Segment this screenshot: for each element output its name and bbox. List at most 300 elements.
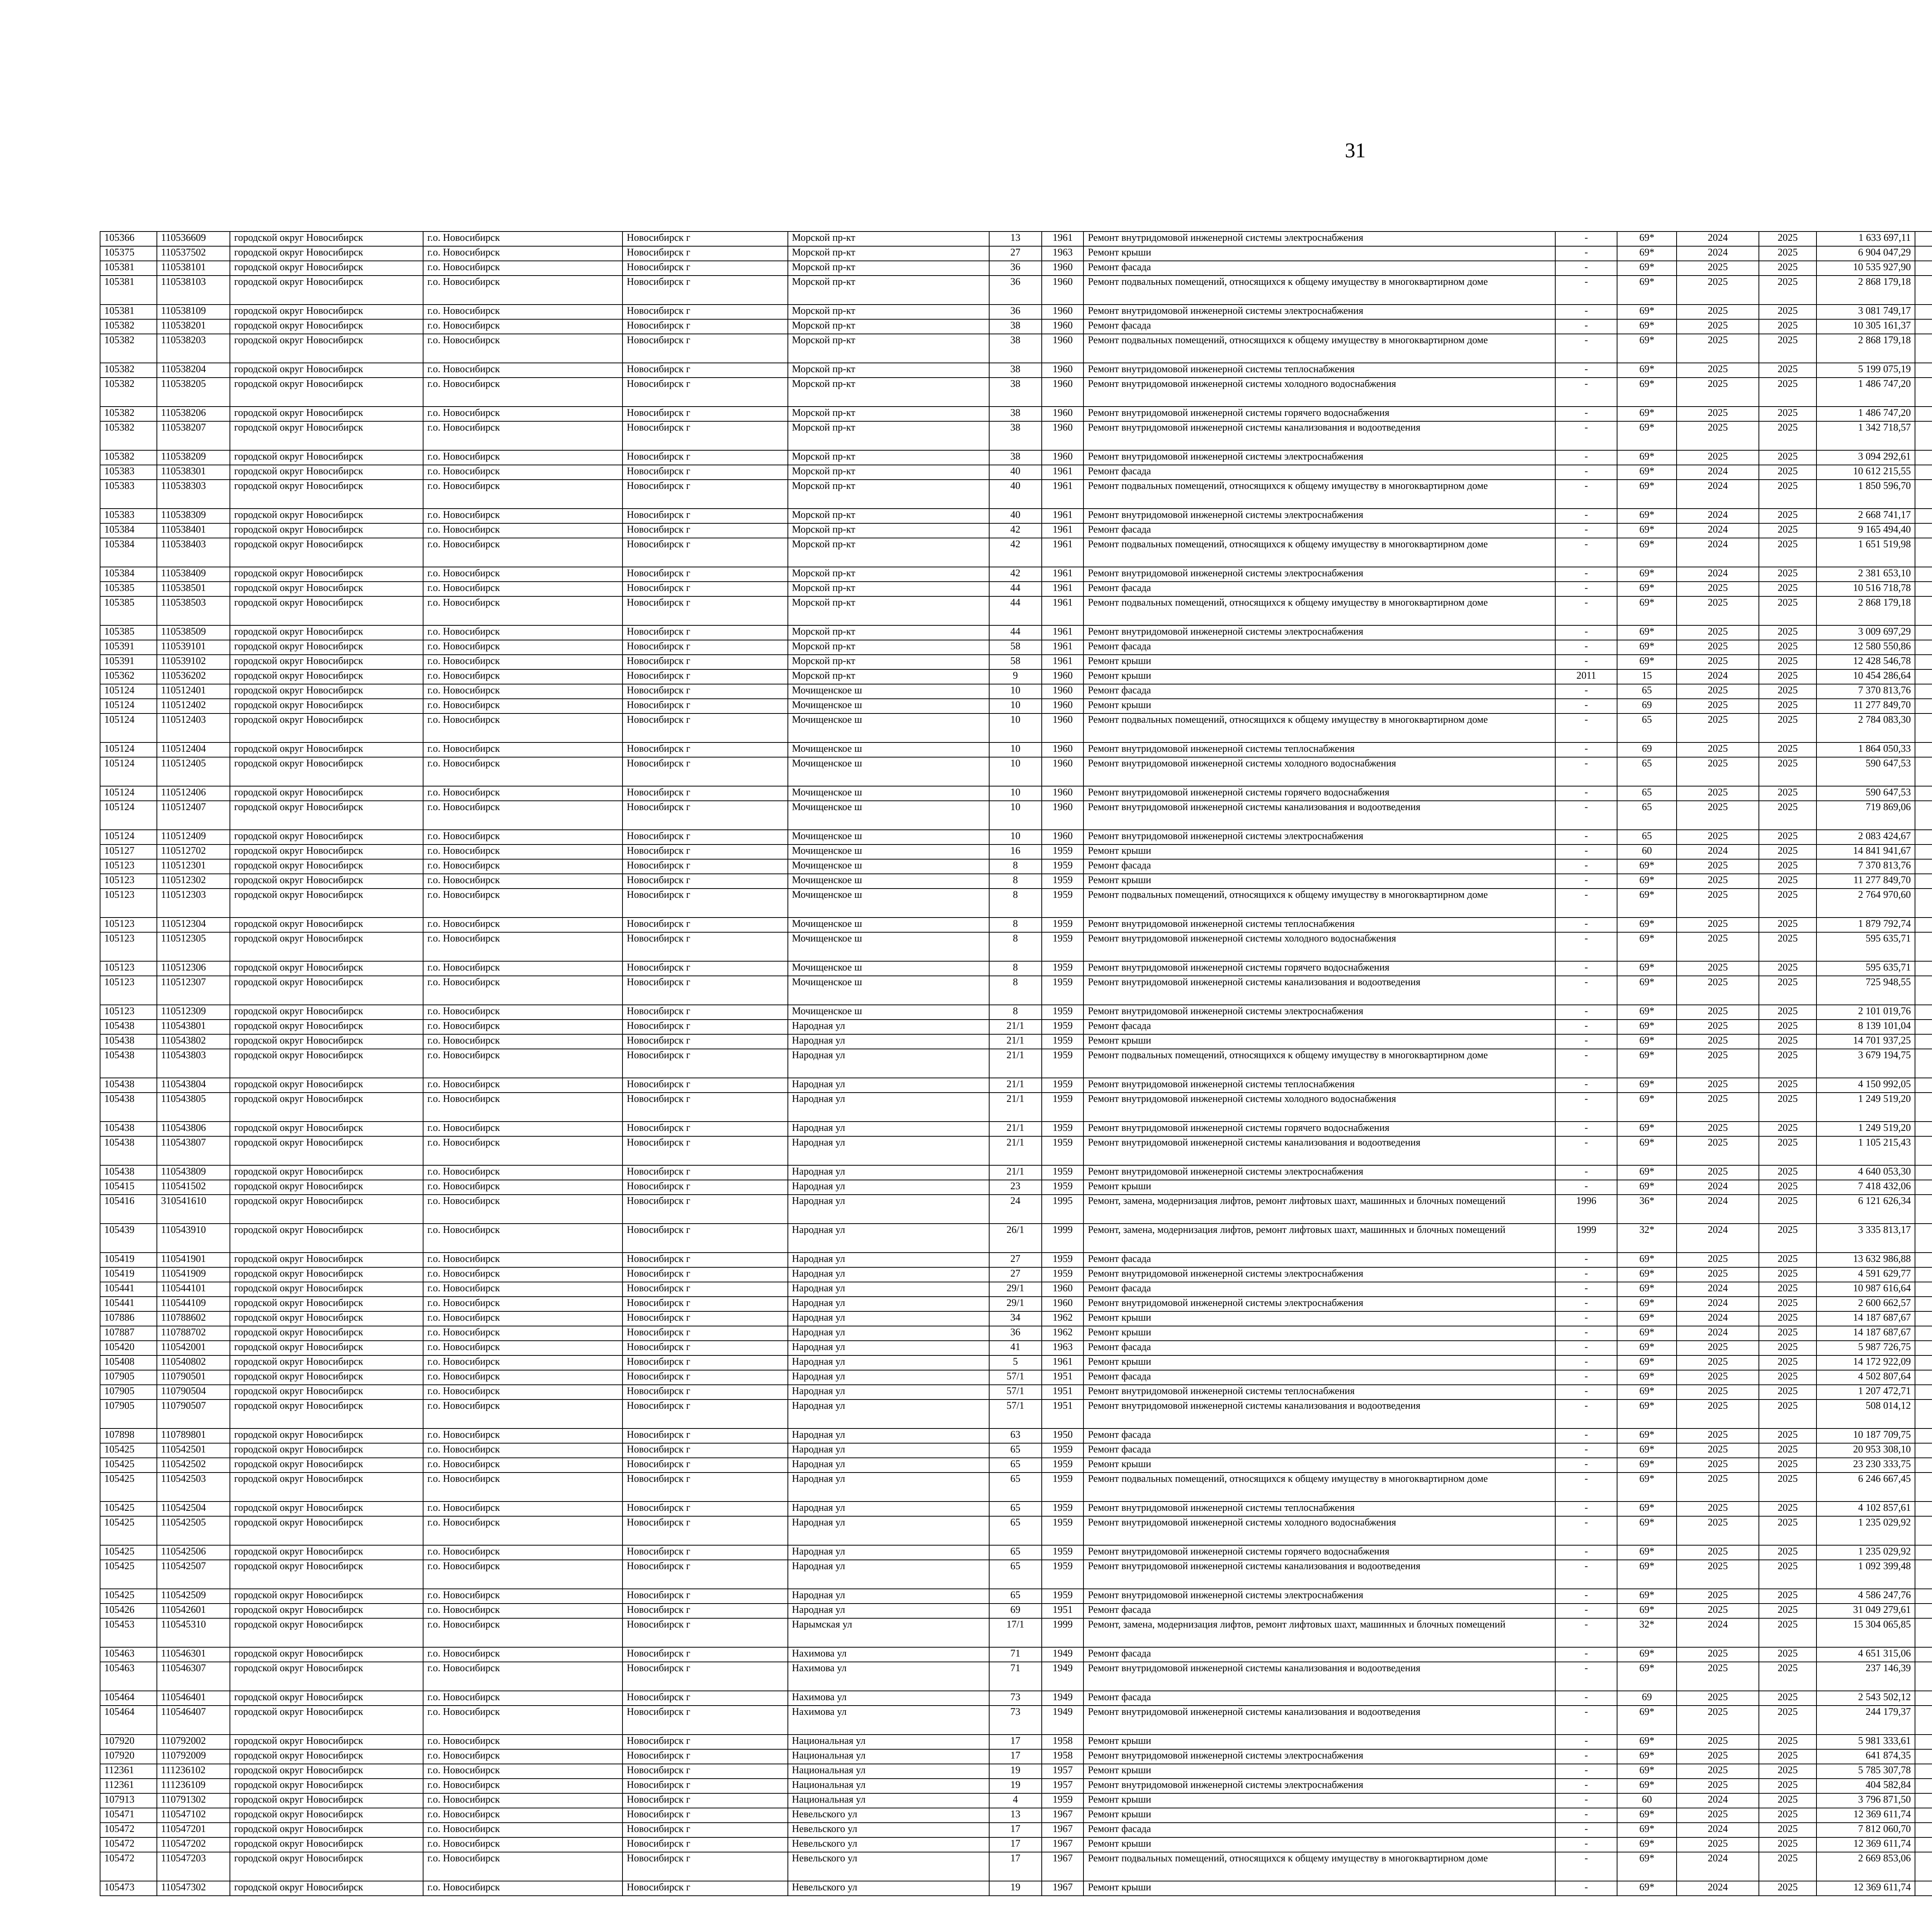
- cell-house-id: 105425: [100, 1443, 157, 1458]
- cell-work-type: Ремонт фасада: [1083, 1341, 1555, 1355]
- cell-plan-year-start: 2025: [1677, 1837, 1759, 1852]
- cell-last-repair-year: -: [1555, 655, 1617, 669]
- cell-street: Народная ул: [788, 1560, 989, 1589]
- cell-construction-year: 1960: [1042, 421, 1083, 450]
- cell-total-cost: 2 381 653,10: [1816, 567, 1915, 582]
- cell-street: Морской пр-кт: [788, 421, 989, 450]
- cell-cost-regional-fund: [1915, 1618, 1932, 1647]
- cell-house-number: 17/1: [989, 1618, 1042, 1647]
- cell-municipal-district: городской округ Новосибирск: [230, 1180, 423, 1195]
- cell-house-number: 38: [989, 421, 1042, 450]
- cell-plan-year-start: 2025: [1677, 655, 1759, 669]
- cell-municipal-district: городской округ Новосибирск: [230, 1005, 423, 1020]
- table-row: [100, 699, 1932, 713]
- cell-work-type: Ремонт внутридомовой инженерной системы теплоснабжения: [1083, 1385, 1555, 1399]
- cell-street: Морской пр-кт: [788, 407, 989, 421]
- cell-wear-percent: 69: [1617, 742, 1677, 757]
- cell-plan-year-start: 2025: [1677, 1122, 1759, 1136]
- cell-total-cost: 1 235 029,92: [1816, 1545, 1915, 1560]
- cell-work-id: 110543805: [157, 1093, 230, 1122]
- cell-plan-year-start: 2025: [1677, 1049, 1759, 1078]
- cell-cost-regional-fund: [1915, 1326, 1932, 1341]
- cell-construction-year: 1960: [1042, 801, 1083, 830]
- cell-plan-year-end: 2025: [1759, 1341, 1816, 1355]
- cell-work-type: Ремонт внутридомовой инженерной системы теплоснабжения: [1083, 918, 1555, 932]
- cell-plan-year-start: 2024: [1677, 538, 1759, 567]
- cell-total-cost: 1 864 050,33: [1816, 742, 1915, 757]
- cell-last-repair-year: -: [1555, 801, 1617, 830]
- cell-street: Народная ул: [788, 1385, 989, 1399]
- cell-work-type: Ремонт внутридомовой инженерной системы холодного водоснабжения: [1083, 757, 1555, 786]
- cell-locality: Новосибирск г: [622, 421, 788, 450]
- cell-house-id: 107905: [100, 1399, 157, 1428]
- cell-wear-percent: 69*: [1617, 1473, 1677, 1502]
- cell-work-id: 110538204: [157, 363, 230, 378]
- cell-wear-percent: 69*: [1617, 1735, 1677, 1749]
- cell-cost-regional-fund: [1915, 786, 1932, 801]
- cell-wear-percent: 69*: [1617, 1122, 1677, 1136]
- cell-house-number: 27: [989, 1267, 1042, 1282]
- cell-plan-year-end: 2025: [1759, 1005, 1816, 1020]
- cell-house-id: 105438: [100, 1078, 157, 1093]
- cell-house-number: 19: [989, 1779, 1042, 1793]
- cell-street: Мочищенское ш: [788, 976, 989, 1005]
- cell-work-id: 110512307: [157, 976, 230, 1005]
- cell-locality: Новосибирск г: [622, 582, 788, 596]
- cell-last-repair-year: -: [1555, 1385, 1617, 1399]
- cell-construction-year: 1961: [1042, 523, 1083, 538]
- cell-street: Национальная ул: [788, 1735, 989, 1749]
- cell-total-cost: 1 633 697,11: [1816, 232, 1915, 246]
- cell-wear-percent: 69*: [1617, 450, 1677, 465]
- table-row: [100, 874, 1932, 889]
- cell-locality: Новосибирск г: [622, 1180, 788, 1195]
- cell-locality: Новосибирск г: [622, 480, 788, 509]
- cell-work-id: 110544101: [157, 1282, 230, 1297]
- cell-plan-year-start: 2024: [1677, 1793, 1759, 1808]
- cell-cost-regional-fund: [1915, 1049, 1932, 1078]
- cell-work-id: 110512401: [157, 684, 230, 699]
- cell-construction-year: 1959: [1042, 976, 1083, 1005]
- cell-cost-regional-fund: [1915, 976, 1932, 1005]
- cell-house-number: 10: [989, 801, 1042, 830]
- cell-house-number: 23: [989, 1180, 1042, 1195]
- cell-street: Морской пр-кт: [788, 319, 989, 334]
- cell-street: Мочищенское ш: [788, 859, 989, 874]
- cell-last-repair-year: -: [1555, 232, 1617, 246]
- cell-plan-year-end: 2025: [1759, 699, 1816, 713]
- cell-settlement: г.о. Новосибирск: [423, 523, 622, 538]
- cell-construction-year: 1959: [1042, 1078, 1083, 1093]
- table-row: [100, 801, 1932, 830]
- cell-cost-regional-fund: [1915, 1282, 1932, 1297]
- table-row: [100, 1589, 1932, 1604]
- cell-total-cost: 725 948,55: [1816, 976, 1915, 1005]
- cell-work-type: Ремонт внутридомовой инженерной системы электроснабжения: [1083, 1779, 1555, 1793]
- cell-house-number: 58: [989, 655, 1042, 669]
- cell-settlement: г.о. Новосибирск: [423, 1122, 622, 1136]
- cell-wear-percent: 69*: [1617, 1823, 1677, 1837]
- cell-work-id: 110542001: [157, 1341, 230, 1355]
- cell-plan-year-end: 2025: [1759, 1180, 1816, 1195]
- cell-last-repair-year: -: [1555, 1326, 1617, 1341]
- cell-settlement: г.о. Новосибирск: [423, 1662, 622, 1691]
- table-row: [100, 480, 1932, 509]
- cell-last-repair-year: -: [1555, 1165, 1617, 1180]
- cell-street: Мочищенское ш: [788, 830, 989, 844]
- cell-cost-regional-fund: [1915, 1837, 1932, 1852]
- cell-house-number: 8: [989, 874, 1042, 889]
- cell-street: Мочищенское ш: [788, 932, 989, 961]
- cell-municipal-district: городской округ Новосибирск: [230, 421, 423, 450]
- cell-cost-regional-fund: [1915, 1604, 1932, 1618]
- cell-work-type: Ремонт внутридомовой инженерной системы теплоснабжения: [1083, 363, 1555, 378]
- cell-municipal-district: городской округ Новосибирск: [230, 1049, 423, 1078]
- cell-house-number: 65: [989, 1516, 1042, 1545]
- cell-total-cost: 10 987 616,64: [1816, 1282, 1915, 1297]
- cell-cost-regional-fund: [1915, 523, 1932, 538]
- cell-work-type: Ремонт фасада: [1083, 1370, 1555, 1385]
- cell-plan-year-start: 2025: [1677, 1604, 1759, 1618]
- cell-last-repair-year: -: [1555, 1428, 1617, 1443]
- cell-street: Морской пр-кт: [788, 509, 989, 523]
- cell-locality: Новосибирск г: [622, 246, 788, 261]
- cell-wear-percent: 65: [1617, 786, 1677, 801]
- cell-construction-year: 1959: [1042, 1502, 1083, 1516]
- cell-house-id: 105472: [100, 1837, 157, 1852]
- cell-house-number: 38: [989, 407, 1042, 421]
- cell-plan-year-start: 2025: [1677, 1355, 1759, 1370]
- cell-work-id: 110543910: [157, 1224, 230, 1253]
- cell-plan-year-end: 2025: [1759, 1326, 1816, 1341]
- cell-total-cost: 2 868 179,18: [1816, 276, 1915, 305]
- table-row: [100, 1502, 1932, 1516]
- cell-settlement: г.о. Новосибирск: [423, 1749, 622, 1764]
- cell-municipal-district: городской округ Новосибирск: [230, 1355, 423, 1370]
- cell-wear-percent: 69*: [1617, 1034, 1677, 1049]
- cell-house-id: 105362: [100, 669, 157, 684]
- cell-street: Нахимова ул: [788, 1691, 989, 1706]
- cell-locality: Новосибирск г: [622, 932, 788, 961]
- cell-house-id: 105425: [100, 1516, 157, 1545]
- cell-street: Морской пр-кт: [788, 655, 989, 669]
- cell-house-id: 105124: [100, 757, 157, 786]
- cell-locality: Новосибирск г: [622, 1005, 788, 1020]
- cell-house-number: 10: [989, 786, 1042, 801]
- cell-locality: Новосибирск г: [622, 1823, 788, 1837]
- cell-house-number: 38: [989, 319, 1042, 334]
- cell-last-repair-year: -: [1555, 1355, 1617, 1370]
- cell-last-repair-year: -: [1555, 1020, 1617, 1034]
- cell-house-id: 105382: [100, 334, 157, 363]
- cell-plan-year-start: 2024: [1677, 1224, 1759, 1253]
- cell-total-cost: 14 187 687,67: [1816, 1326, 1915, 1341]
- cell-house-number: 10: [989, 757, 1042, 786]
- cell-total-cost: 14 187 687,67: [1816, 1311, 1915, 1326]
- cell-house-id: 105416: [100, 1195, 157, 1224]
- cell-total-cost: 590 647,53: [1816, 757, 1915, 786]
- cell-locality: Новосибирск г: [622, 976, 788, 1005]
- cell-last-repair-year: -: [1555, 1136, 1617, 1165]
- cell-municipal-district: городской округ Новосибирск: [230, 844, 423, 859]
- cell-last-repair-year: -: [1555, 538, 1617, 567]
- cell-last-repair-year: -: [1555, 276, 1617, 305]
- cell-construction-year: 1951: [1042, 1604, 1083, 1618]
- cell-total-cost: 719 869,06: [1816, 801, 1915, 830]
- cell-house-id: 107905: [100, 1385, 157, 1399]
- cell-work-id: 110538207: [157, 421, 230, 450]
- cell-locality: Новосибирск г: [622, 465, 788, 480]
- table-row: [100, 1093, 1932, 1122]
- cell-construction-year: 1961: [1042, 1355, 1083, 1370]
- cell-work-type: Ремонт фасада: [1083, 640, 1555, 655]
- cell-house-number: 8: [989, 1005, 1042, 1020]
- cell-municipal-district: городской округ Новосибирск: [230, 1516, 423, 1545]
- cell-locality: Новосибирск г: [622, 305, 788, 319]
- cell-plan-year-end: 2025: [1759, 1545, 1816, 1560]
- cell-work-id: 110512702: [157, 844, 230, 859]
- cell-wear-percent: 69*: [1617, 246, 1677, 261]
- cell-wear-percent: 69*: [1617, 874, 1677, 889]
- cell-house-number: 44: [989, 625, 1042, 640]
- cell-work-type: Ремонт фасада: [1083, 1691, 1555, 1706]
- cell-settlement: г.о. Новосибирск: [423, 625, 622, 640]
- cell-wear-percent: 69*: [1617, 276, 1677, 305]
- cell-street: Невельского ул: [788, 1881, 989, 1896]
- cell-plan-year-end: 2025: [1759, 1165, 1816, 1180]
- cell-settlement: г.о. Новосибирск: [423, 1165, 622, 1180]
- cell-total-cost: 2 764 970,60: [1816, 889, 1915, 918]
- cell-street: Народная ул: [788, 1195, 989, 1224]
- cell-last-repair-year: -: [1555, 421, 1617, 450]
- cell-plan-year-end: 2025: [1759, 1355, 1816, 1370]
- cell-municipal-district: городской округ Новосибирск: [230, 450, 423, 465]
- cell-last-repair-year: -: [1555, 334, 1617, 363]
- cell-work-id: 110546407: [157, 1706, 230, 1735]
- cell-locality: Новосибирск г: [622, 523, 788, 538]
- cell-settlement: г.о. Новосибирск: [423, 961, 622, 976]
- cell-municipal-district: городской округ Новосибирск: [230, 757, 423, 786]
- cell-house-number: 40: [989, 480, 1042, 509]
- table-row: [100, 1604, 1932, 1618]
- cell-house-id: 105420: [100, 1341, 157, 1355]
- cell-plan-year-start: 2025: [1677, 713, 1759, 742]
- cell-construction-year: 1999: [1042, 1224, 1083, 1253]
- cell-house-number: 17: [989, 1837, 1042, 1852]
- cell-plan-year-end: 2025: [1759, 363, 1816, 378]
- cell-plan-year-end: 2025: [1759, 319, 1816, 334]
- cell-plan-year-start: 2024: [1677, 509, 1759, 523]
- table-row: [100, 1545, 1932, 1560]
- cell-plan-year-start: 2025: [1677, 363, 1759, 378]
- cell-work-type: Ремонт фасада: [1083, 684, 1555, 699]
- cell-wear-percent: 69*: [1617, 1706, 1677, 1735]
- cell-work-id: 110542504: [157, 1502, 230, 1516]
- cell-locality: Новосибирск г: [622, 1852, 788, 1881]
- cell-work-id: 110538109: [157, 305, 230, 319]
- cell-plan-year-end: 2025: [1759, 1385, 1816, 1399]
- cell-plan-year-start: 2025: [1677, 1093, 1759, 1122]
- table-row: [100, 669, 1932, 684]
- cell-wear-percent: 69*: [1617, 305, 1677, 319]
- cell-last-repair-year: -: [1555, 378, 1617, 407]
- cell-house-number: 10: [989, 742, 1042, 757]
- table-row: [100, 1837, 1932, 1852]
- cell-last-repair-year: -: [1555, 918, 1617, 932]
- cell-plan-year-end: 2025: [1759, 450, 1816, 465]
- cell-settlement: г.о. Новосибирск: [423, 1764, 622, 1779]
- cell-construction-year: 1960: [1042, 742, 1083, 757]
- cell-locality: Новосибирск г: [622, 1078, 788, 1093]
- cell-last-repair-year: -: [1555, 1282, 1617, 1297]
- cell-cost-regional-fund: [1915, 859, 1932, 874]
- cell-work-id: 110512404: [157, 742, 230, 757]
- cell-settlement: г.о. Новосибирск: [423, 1647, 622, 1662]
- cell-work-id: 110538203: [157, 334, 230, 363]
- table-row: [100, 961, 1932, 976]
- cell-construction-year: 1967: [1042, 1852, 1083, 1881]
- cell-work-type: Ремонт внутридомовой инженерной системы горячего водоснабжения: [1083, 786, 1555, 801]
- cell-last-repair-year: -: [1555, 699, 1617, 713]
- cell-house-number: 17: [989, 1735, 1042, 1749]
- table-row: [100, 261, 1932, 276]
- cell-street: Мочищенское ш: [788, 918, 989, 932]
- cell-house-id: 105438: [100, 1122, 157, 1136]
- cell-cost-regional-fund: [1915, 757, 1932, 786]
- cell-work-id: 110546401: [157, 1691, 230, 1706]
- cell-settlement: г.о. Новосибирск: [423, 1881, 622, 1896]
- cell-last-repair-year: -: [1555, 1823, 1617, 1837]
- table-row: [100, 1341, 1932, 1355]
- cell-construction-year: 1959: [1042, 1458, 1083, 1473]
- cell-municipal-district: городской округ Новосибирск: [230, 1545, 423, 1560]
- cell-municipal-district: городской округ Новосибирск: [230, 1297, 423, 1311]
- cell-cost-regional-fund: [1915, 1093, 1932, 1122]
- cell-cost-regional-fund: [1915, 421, 1932, 450]
- cell-construction-year: 1949: [1042, 1691, 1083, 1706]
- cell-house-number: 8: [989, 889, 1042, 918]
- cell-construction-year: 1959: [1042, 1793, 1083, 1808]
- cell-cost-regional-fund: [1915, 889, 1932, 918]
- cell-settlement: г.о. Новосибирск: [423, 1428, 622, 1443]
- cell-work-type: Ремонт крыши: [1083, 874, 1555, 889]
- table-row: [100, 1516, 1932, 1545]
- cell-last-repair-year: -: [1555, 567, 1617, 582]
- cell-plan-year-start: 2024: [1677, 1180, 1759, 1195]
- cell-total-cost: 10 612 215,55: [1816, 465, 1915, 480]
- cell-municipal-district: городской округ Новосибирск: [230, 859, 423, 874]
- cell-construction-year: 1949: [1042, 1647, 1083, 1662]
- cell-plan-year-start: 2025: [1677, 640, 1759, 655]
- cell-last-repair-year: -: [1555, 1005, 1617, 1020]
- cell-settlement: г.о. Новосибирск: [423, 1253, 622, 1267]
- cell-street: Народная ул: [788, 1370, 989, 1385]
- cell-plan-year-end: 2025: [1759, 523, 1816, 538]
- cell-cost-regional-fund: [1915, 1516, 1932, 1545]
- cell-last-repair-year: -: [1555, 1473, 1617, 1502]
- cell-municipal-district: городской округ Новосибирск: [230, 961, 423, 976]
- cell-wear-percent: 32*: [1617, 1618, 1677, 1647]
- cell-settlement: г.о. Новосибирск: [423, 538, 622, 567]
- cell-last-repair-year: -: [1555, 1604, 1617, 1618]
- cell-street: Мочищенское ш: [788, 844, 989, 859]
- cell-construction-year: 1960: [1042, 407, 1083, 421]
- cell-settlement: г.о. Новосибирск: [423, 976, 622, 1005]
- cell-locality: Новосибирск г: [622, 1326, 788, 1341]
- cell-house-id: 105124: [100, 684, 157, 699]
- cell-house-id: 105463: [100, 1647, 157, 1662]
- cell-cost-regional-fund: [1915, 844, 1932, 859]
- cell-municipal-district: городской округ Новосибирск: [230, 669, 423, 684]
- cell-plan-year-end: 2025: [1759, 480, 1816, 509]
- cell-construction-year: 1949: [1042, 1706, 1083, 1735]
- cell-construction-year: 1959: [1042, 961, 1083, 976]
- cell-street: Невельского ул: [788, 1837, 989, 1852]
- cell-work-type: Ремонт внутридомовой инженерной системы электроснабжения: [1083, 509, 1555, 523]
- cell-locality: Новосибирск г: [622, 1311, 788, 1326]
- cell-plan-year-start: 2025: [1677, 859, 1759, 874]
- cell-street: Морской пр-кт: [788, 523, 989, 538]
- cell-plan-year-start: 2025: [1677, 889, 1759, 918]
- cell-last-repair-year: -: [1555, 305, 1617, 319]
- cell-plan-year-start: 2025: [1677, 1005, 1759, 1020]
- cell-house-id: 105426: [100, 1604, 157, 1618]
- cell-settlement: г.о. Новосибирск: [423, 1020, 622, 1034]
- cell-wear-percent: 69*: [1617, 1078, 1677, 1093]
- cell-settlement: г.о. Новосибирск: [423, 1297, 622, 1311]
- cell-plan-year-end: 2025: [1759, 918, 1816, 932]
- cell-cost-regional-fund: [1915, 363, 1932, 378]
- cell-settlement: г.о. Новосибирск: [423, 1516, 622, 1545]
- cell-construction-year: 1959: [1042, 1589, 1083, 1604]
- cell-municipal-district: городской округ Новосибирск: [230, 640, 423, 655]
- cell-street: Народная ул: [788, 1078, 989, 1093]
- cell-street: Мочищенское ш: [788, 874, 989, 889]
- cell-cost-regional-fund: [1915, 1267, 1932, 1282]
- cell-settlement: г.о. Новосибирск: [423, 1837, 622, 1852]
- table-row: [100, 1267, 1932, 1282]
- cell-locality: Новосибирск г: [622, 1267, 788, 1282]
- cell-work-id: 110791302: [157, 1793, 230, 1808]
- cell-street: Мочищенское ш: [788, 699, 989, 713]
- cell-work-type: Ремонт крыши: [1083, 699, 1555, 713]
- cell-house-number: 71: [989, 1647, 1042, 1662]
- cell-settlement: г.о. Новосибирск: [423, 1618, 622, 1647]
- cell-total-cost: 12 580 550,86: [1816, 640, 1915, 655]
- cell-work-id: 110547202: [157, 1837, 230, 1852]
- cell-plan-year-end: 2025: [1759, 1516, 1816, 1545]
- cell-work-type: Ремонт внутридомовой инженерной системы холодного водоснабжения: [1083, 932, 1555, 961]
- cell-work-type: Ремонт подвальных помещений, относящихся к общему имуществу в многоквартирном доме: [1083, 480, 1555, 509]
- cell-work-type: Ремонт внутридомовой инженерной системы электроснабжения: [1083, 232, 1555, 246]
- cell-cost-regional-fund: [1915, 1428, 1932, 1443]
- table-row: [100, 742, 1932, 757]
- cell-house-number: 27: [989, 246, 1042, 261]
- cell-locality: Новосибирск г: [622, 1049, 788, 1078]
- cell-municipal-district: городской округ Новосибирск: [230, 742, 423, 757]
- cell-last-repair-year: -: [1555, 465, 1617, 480]
- cell-house-id: 112361: [100, 1764, 157, 1779]
- cell-plan-year-end: 2025: [1759, 801, 1816, 830]
- cell-municipal-district: городской округ Новосибирск: [230, 1195, 423, 1224]
- cell-total-cost: 10 454 286,64: [1816, 669, 1915, 684]
- cell-settlement: г.о. Новосибирск: [423, 874, 622, 889]
- cell-work-id: 110512306: [157, 961, 230, 976]
- cell-construction-year: 1960: [1042, 1282, 1083, 1297]
- cell-plan-year-start: 2024: [1677, 1282, 1759, 1297]
- cell-plan-year-end: 2025: [1759, 1502, 1816, 1516]
- cell-work-type: Ремонт подвальных помещений, относящихся к общему имуществу в многоквартирном доме: [1083, 538, 1555, 567]
